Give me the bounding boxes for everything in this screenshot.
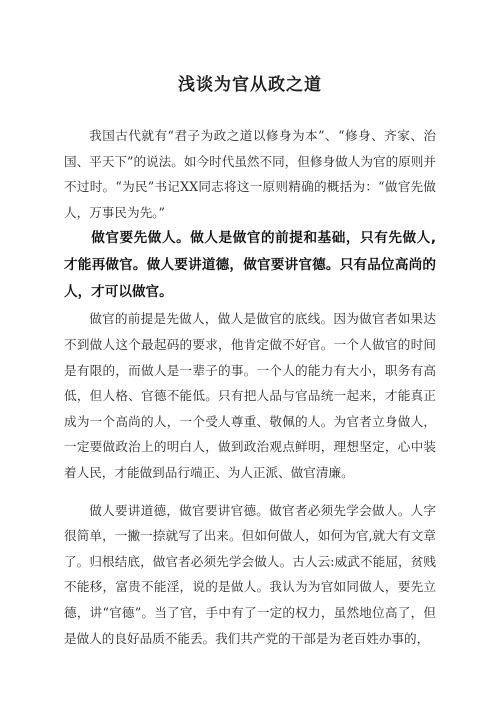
document-title: 浅谈为官从政之道 — [178, 75, 322, 95]
paragraph-body-2: 做人要讲道德，做官要讲官德。做官者必须先学会做人。人字很简单，一撇一捺就写了出来。但如何做人，如何为官,就大有文章了。归根结底，做官者必须先学会做人。古人云:威武不能屈，贫贱不能移，富贵不能淫，说的是做人。我认为为官如同做人，要先立德，讲“官德”。当了官，手中有了一定的权力，虽然地位高了，但是做人的良好品质不能丢。我们共产党的干部是为老百姓办事的， — [64, 502, 436, 646]
paragraph-intro: 我国古代就有“君子为政之道以修身为本”、“修身、齐家、治国、平天下”的说法。如今时代虽然不同，但修身做人为官的原则并不过时。“为民”书记XX同志将这一原则精确的概括为：“做官先做人，万事民为先。” — [64, 128, 436, 220]
paragraph-thesis-bold: 做官要先做人。做人是做官的前提和基础，只有先做人,才能再做官。做人要讲道德，做官要讲官德。只有品位高尚的人，才可以做官。 — [64, 230, 436, 301]
paragraph-body-1: 做官的前提是先做人，做人是做官的底线。因为做官者如果达不到做人这个最起码的要求，他肯定做不好官。一个人做官的时间是有限的，而做人是一辈子的事。一个人的能力有大小，职务有高低，但人格、官德不能低。只有把人品与官品统一起来，才能真正成为一个高尚的人，一个受人尊重、敬佩的人。为官者立身做人，一定要做政治上的明白人，做到政治观点鲜明，理想坚定，心中装着人民，才能做到品行端正、为人正派、做官清廉。 — [64, 311, 436, 480]
